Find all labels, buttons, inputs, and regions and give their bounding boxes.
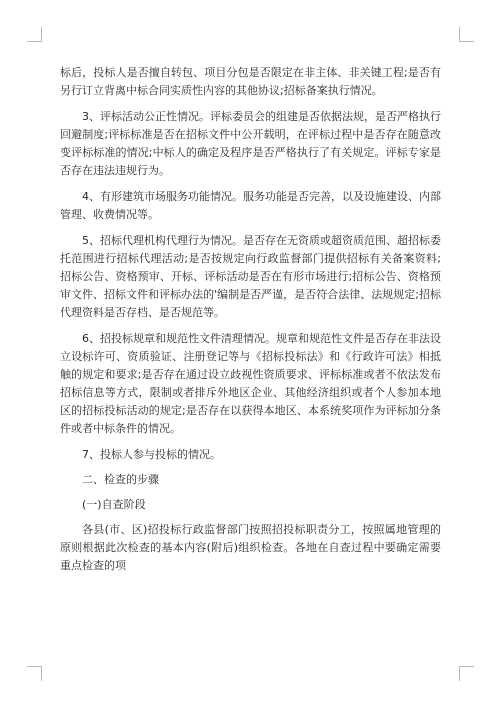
paragraph-item-3: 3、评标活动公正性情况。评标委员会的组建是否依据法规，是否严格执行回避制度;评标标准是否在招标文件中公开载明，在评标过程中是否存在随意改变评标标准的情况;中标人的确定及程序是否严格执行了有关规定。评标专家是否存在违法违规行为。 bbox=[60, 110, 441, 177]
crop-mark-bottom-right bbox=[459, 666, 474, 681]
paragraph-item-6: 6、招投标规章和规范性文件清理情况。规章和规范性文件是否存在非法设立设标许可、资质验证、注册登记等与《招标投标法》和《行政许可法》相抵触的规定和要求;是否存在通过设立歧视性资质要求、评标标准或者不依法发布招标信息等方式，限制或者排斥外地区企业、其他经济组织或者个人参加本地区的招标投标活动的规定;是否存在以获得本地区、本系统奖项作为评标加分条件或者中标条件的情况。 bbox=[60, 332, 441, 435]
crop-mark-top-right bbox=[459, 27, 474, 42]
section-heading-steps: 二、检查的步骤 bbox=[82, 473, 159, 486]
document-body bbox=[60, 64, 441, 583]
subsection-heading-self-check: (一)自查阶段 bbox=[82, 498, 146, 511]
crop-mark-bottom-left bbox=[27, 666, 42, 681]
paragraph-item-5: 5、招标代理机构代理行为情况。是否存在无资质或超资质范围、超招标委托范围进行招标代理活动;是否按规定向行政监督部门提供招标有关备案资料;招标公告、资格预审、开标、评标活动是否在有形市场进行;招标公告、资格预审文件、招标文件和评标办法的'编制是否严谨，是否符合法律、法规规定;招标代理资料是否存档、是否规范等。 bbox=[60, 234, 441, 319]
paragraph-item-4: 4、有形建筑市场服务功能情况。服务功能是否完善，以及设施建设、内部管理、收费情况等。 bbox=[60, 190, 441, 221]
paragraph-item-7: 7、投标人参与投标的情况。 bbox=[82, 448, 221, 461]
crop-mark-top-left bbox=[27, 27, 42, 42]
paragraph-self-check: 各县(市、区)招投标行政监督部门按照招投标职责分工，按照属地管理的原则根据此次检查的基本内容(附后)组织检查。各地在自查过程中要确定需要重点检查的项 bbox=[60, 523, 441, 572]
paragraph-continuation: 标后，投标人是否擅自转包、项目分包是否限定在非主体、非关键工程;是否有另行订立背离中标合同实质性内容的其他协议;招标备案执行情况。 bbox=[60, 66, 441, 97]
